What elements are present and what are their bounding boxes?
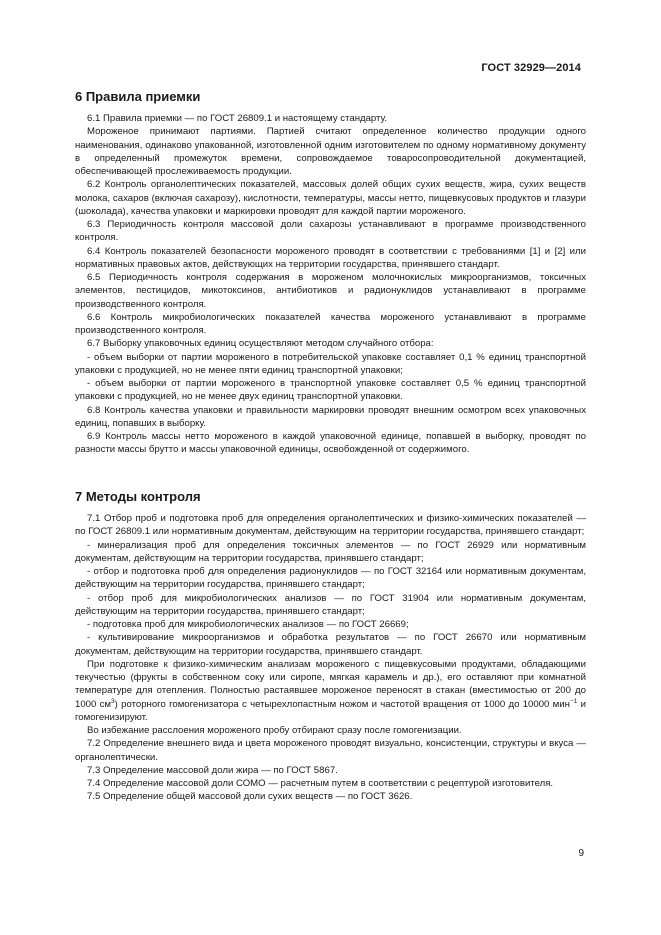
section-6 xyxy=(75,89,586,457)
superscript: −1 xyxy=(569,697,578,705)
paragraph: - отбор проб для микробиологических анализов — по ГОСТ 31904 или нормативным документам, действующим на территории государства, принявшего стандарт; xyxy=(75,592,586,617)
paragraph: 6.2 Контроль органолептических показателей, массовых долей общих сухих веществ, жира, сухих веществ молока, сахаров (включая сахарозу), кислотности, температуры, массы нетто, пищевкусовых продуктов и глазури (шоколада), качества упаковки и маркировки проводят для каждой партии мороженого. xyxy=(75,179,586,217)
paragraph: 6.4 Контроль показателей безопасности мороженого проводят в соответствии с требованиями [1] и [2] или нормативных правовых актов, действующих на территории государства, принявшего стандарт. xyxy=(75,245,586,270)
paragraph: 6.3 Периодичность контроля массовой доли сахарозы устанавливают в программе производственного контроля. xyxy=(75,219,586,244)
text-run: и гомогенизируют. xyxy=(75,698,586,723)
paragraph: 7.4 Определение массовой доли СОМО — расчетным путем в соответствии с рецептурой изготовителя. xyxy=(87,778,554,789)
paragraph: - объем выборки от партии мороженого в транспортной упаковке составляет 0,5 % единиц транспортной упаковки с продукцией, но не менее двух единиц транспортной упаковки. xyxy=(75,378,586,403)
paragraph: 6.9 Контроль массы нетто мороженого в каждой упаковочной единице, попавшей в выборку, проводят по разности массы брутто и массы упаковочной единицы, освобожденной от содержимого. xyxy=(75,431,586,456)
paragraph-homogenization xyxy=(75,658,586,724)
page-number: 9 xyxy=(578,848,584,859)
superscript: 3 xyxy=(111,697,115,705)
paragraph: 7.2 Определение внешнего вида и цвета мороженого проводят визуально, консистенции, структуры и вкуса — органолептически. xyxy=(75,738,586,763)
paragraph: 6.7 Выборку упаковочных единиц осуществляют методом случайного отбора: xyxy=(87,338,434,350)
paragraph: 6.8 Контроль качества упаковки и правильности маркировки проводят внешним осмотром всех упаковочных единиц, попавших в выборку. xyxy=(75,404,586,429)
paragraph: 7.1 Отбор проб и подготовка проб для определения органолептических и физико-химических показателей — по ГОСТ 26809.1 или нормативным документам, действующим на территории государства, принявшего стандарт; xyxy=(75,513,586,538)
paragraph: - объем выборки от партии мороженого в потребительской упаковке составляет 0,1 % единиц транспортной упаковки с продукцией, но не менее пяти единиц транспортной упаковки; xyxy=(75,351,586,376)
paragraph: - отбор и подготовка проб для определения радионуклидов — по ГОСТ 32164 или нормативным документам, действующим на территории государства, принявшего стандарт; xyxy=(75,566,586,591)
section-7-title: 7 Методы контроля xyxy=(75,489,201,504)
text-run: При подготовке к физико-химическим анализам мороженого с пищевкусовыми продуктами, обладающими текучестью (фрукты в собственном соку или сиропе, мягкая карамель и др.), его оставляют при комнатной температуре для отепления. Полностью растаявшее мороженое переносят в стакан (вместимостью от 200 до 1000 см xyxy=(75,658,586,710)
paragraph: 7.5 Определение общей массовой доли сухих веществ — по ГОСТ 3626. xyxy=(87,791,413,803)
paragraph: 6.5 Периодичность контроля содержания в мороженом молочнокислых микроорганизмов, токсичных элементов, пестицидов, микотоксинов, антибиотиков и радионуклидов устанавливают в программе производственного контроля. xyxy=(75,272,586,310)
section-7 xyxy=(75,489,586,804)
paragraph: Мороженое принимают партиями. Партией считают определенное количество продукции одного наименования, одинаково упакованной, изготовленной одним изготовителем по одному нормативному документу в определенный промежуток времени, сопровождаемое товаросопроводительной документацией, обеспечивающей прослеживаемость продукции. xyxy=(75,126,586,177)
paragraph: 6.1 Правила приемки — по ГОСТ 26809.1 и настоящему стандарту. xyxy=(87,113,388,124)
paragraph: - минерализация проб для определения токсичных элементов — по ГОСТ 26929 или нормативным документам, действующим на территории государства, принявшего стандарт; xyxy=(75,539,586,564)
paragraph: 6.6 Контроль микробиологических показателей качества мороженого устанавливают в программе производственного контроля. xyxy=(75,311,586,336)
text-run: ) роторного гомогенизатора с четырехлопастным ножом и частотой вращения от 1000 до 10000 мин xyxy=(114,698,570,710)
paragraph: Во избежание расслоения мороженого пробу отбирают сразу после гомогенизации. xyxy=(87,725,462,736)
paragraph: 7.3 Определение массовой доли жира — по ГОСТ 5867. xyxy=(87,764,338,776)
document-code-header: ГОСТ 32929—2014 xyxy=(481,62,581,74)
section-6-title: 6 Правила приемки xyxy=(75,89,201,104)
paragraph: - культивирование микроорганизмов и обработка результатов — по ГОСТ 26670 или нормативным документам, действующим на территории государства, принявшего стандарт. xyxy=(75,632,586,657)
paragraph: - подготовка проб для микробиологических анализов — по ГОСТ 26669; xyxy=(87,619,409,630)
